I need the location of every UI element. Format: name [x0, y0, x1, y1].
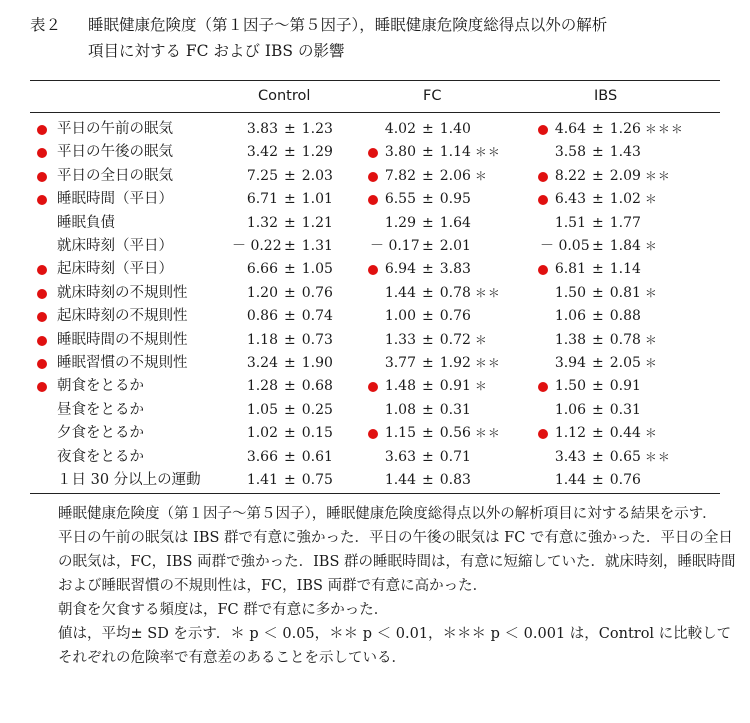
header-ibs: IBS: [594, 88, 618, 104]
sd-value: 2.05: [609, 355, 641, 371]
red-marker-dot: [37, 336, 47, 346]
sd-value: 0.75: [301, 472, 333, 488]
sd-value: 0.78: [439, 284, 471, 301]
control-value: [232, 329, 333, 352]
plus-minus-sign: ±: [592, 167, 604, 184]
sd-value: 0.15: [301, 425, 333, 442]
plus-minus-sign: ±: [592, 191, 604, 208]
fc-value: [370, 212, 471, 235]
fc-value: [370, 422, 501, 445]
sd-value: 0.78: [609, 331, 641, 348]
row-label: 夕食をとるか: [57, 425, 144, 442]
table-row: [0, 446, 750, 469]
row-label: 睡眠時間の不規則性: [57, 331, 188, 348]
plus-minus-sign: ±: [592, 284, 604, 301]
sd-value: 1.77: [609, 214, 641, 231]
header-control: Control: [258, 88, 311, 104]
mean-value: 7.82: [384, 167, 416, 184]
mean-value: 4.02: [384, 121, 416, 137]
plus-minus-sign: ±: [592, 448, 604, 465]
row-label: 平日の午後の眠気: [57, 144, 173, 161]
significance-marker: ＊: [644, 332, 658, 347]
mean-value: 1.50: [554, 284, 586, 301]
sd-value: 1.23: [301, 121, 333, 137]
table-notes: [58, 502, 738, 670]
fc-value: [370, 235, 471, 258]
sd-value: 1.84: [609, 238, 641, 254]
control-value: [232, 352, 333, 375]
sd-value: 1.21: [301, 214, 333, 231]
mean-value: － 0.22: [232, 238, 282, 254]
sd-value: 0.44: [609, 425, 641, 442]
plus-minus-sign: ±: [284, 308, 296, 325]
plus-minus-sign: ±: [422, 167, 434, 184]
sd-value: 0.91: [439, 378, 471, 395]
table-top-rule: [30, 80, 720, 81]
sd-value: 0.83: [439, 472, 471, 488]
fc-value: [370, 282, 501, 305]
sd-value: 1.14: [439, 144, 471, 161]
mean-value: 8.22: [554, 167, 586, 184]
plus-minus-sign: ±: [422, 191, 434, 208]
sd-value: 1.90: [301, 355, 333, 371]
mean-value: 1.51: [554, 214, 586, 231]
significance-marker: ＊: [474, 168, 488, 183]
significance-marker: ＊＊＊: [644, 122, 684, 136]
table-caption: [30, 12, 730, 64]
table-row: [0, 235, 750, 258]
red-marker-dot: [37, 382, 47, 392]
note-1: 睡眠健康危険度（第１因子～第５因子），睡眠健康危険度総得点以外の解析項目に対する結果を示す．: [58, 506, 717, 522]
plus-minus-sign: ±: [592, 331, 604, 348]
plus-minus-sign: ±: [422, 214, 434, 231]
control-value: [232, 469, 333, 492]
ibs-value: [540, 329, 658, 352]
table-row: [0, 118, 750, 141]
row-label: 夜食をとるか: [57, 448, 144, 465]
mean-value: － 0.05: [540, 238, 590, 254]
ibs-value: [540, 118, 684, 141]
plus-minus-sign: ±: [422, 121, 434, 137]
control-value: [232, 305, 333, 328]
red-marker-dot: [37, 125, 47, 135]
mean-value: 6.66: [246, 261, 278, 278]
table-title-line1: 睡眠健康危険度（第１因子～第５因子），睡眠健康危険度総得点以外の解析: [88, 16, 608, 34]
red-marker-dot: [37, 265, 47, 275]
row-label: 平日の午前の眠気: [57, 121, 173, 137]
sd-value: 0.95: [439, 191, 471, 208]
plus-minus-sign: ±: [422, 425, 434, 442]
red-marker-dot: [37, 195, 47, 205]
table-row: [0, 258, 750, 281]
ibs-value: [540, 165, 671, 188]
ibs-value: [540, 212, 641, 235]
red-marker-dot: [37, 148, 47, 158]
row-label: １日 30 分以上の運動: [57, 472, 201, 488]
ibs-value: [540, 446, 671, 469]
ibs-value: [540, 352, 658, 375]
sd-value: 0.72: [439, 331, 471, 348]
control-value: [232, 422, 333, 445]
sd-value: 2.06: [439, 167, 471, 184]
plus-minus-sign: ±: [284, 144, 296, 161]
plus-minus-sign: ±: [592, 425, 604, 442]
plus-minus-sign: ±: [592, 401, 604, 418]
red-marker-dot: [37, 359, 47, 369]
ibs-value: [540, 375, 641, 398]
sd-value: 0.81: [609, 284, 641, 301]
ibs-value: [540, 141, 641, 164]
plus-minus-sign: ±: [592, 214, 604, 231]
sd-value: 0.56: [439, 425, 471, 442]
mean-value: 3.42: [246, 144, 278, 161]
sd-value: 1.43: [609, 144, 641, 161]
plus-minus-sign: ±: [284, 214, 296, 231]
plus-minus-sign: ±: [284, 401, 296, 418]
plus-minus-sign: ±: [422, 448, 434, 465]
plus-minus-sign: ±: [284, 425, 296, 442]
mean-value: 1.50: [554, 378, 586, 395]
plus-minus-sign: ±: [284, 448, 296, 465]
ibs-value: [540, 469, 641, 492]
ibs-value: [540, 422, 658, 445]
row-label: 就床時刻（平日）: [57, 238, 173, 254]
table-row: [0, 375, 750, 398]
sd-value: 3.83: [439, 261, 471, 278]
sd-value: 1.05: [301, 261, 333, 278]
plus-minus-sign: ±: [592, 308, 604, 325]
plus-minus-sign: ±: [422, 401, 434, 418]
mean-value: 4.64: [554, 121, 586, 137]
row-label: 睡眠負債: [57, 214, 115, 231]
sd-value: 1.26: [609, 121, 641, 137]
mean-value: 3.24: [246, 355, 278, 371]
table-row: [0, 165, 750, 188]
mean-value: 6.94: [384, 261, 416, 278]
significance-marker: ＊＊: [474, 426, 501, 441]
mean-value: 1.44: [554, 472, 586, 488]
red-marker-dot: [37, 289, 47, 299]
control-value: [232, 258, 333, 281]
sd-value: 0.71: [439, 448, 471, 465]
plus-minus-sign: ±: [422, 355, 434, 371]
mean-value: 1.29: [384, 214, 416, 231]
mean-value: 1.06: [554, 308, 586, 325]
row-label: 朝食をとるか: [57, 378, 144, 395]
significance-marker: ＊: [474, 379, 488, 394]
table-row: [0, 141, 750, 164]
plus-minus-sign: ±: [592, 144, 604, 161]
mean-value: 1.41: [246, 472, 278, 488]
fc-value: [370, 469, 471, 492]
significance-marker: ＊＊: [644, 449, 671, 464]
mean-value: 1.20: [246, 284, 278, 301]
table-row: [0, 212, 750, 235]
mean-value: 7.25: [246, 167, 278, 184]
sd-value: 0.73: [301, 331, 333, 348]
significance-marker: ＊＊: [474, 356, 501, 370]
control-value: [232, 212, 333, 235]
mean-value: 6.81: [554, 261, 586, 278]
plus-minus-sign: ±: [284, 355, 296, 371]
table-bottom-rule: [30, 493, 720, 494]
mean-value: 1.48: [384, 378, 416, 395]
sd-value: 1.02: [609, 191, 641, 208]
mean-value: 1.44: [384, 472, 416, 488]
row-label: 就床時刻の不規則性: [57, 284, 188, 301]
sd-value: 0.91: [609, 378, 641, 395]
mean-value: 3.94: [554, 355, 586, 371]
fc-value: [370, 188, 471, 211]
control-value: [232, 118, 333, 141]
fc-value: [370, 165, 488, 188]
note-4: 値は，平均± SD を示す．＊ p ＜ 0.05，＊＊ p ＜ 0.01，＊＊＊ p ＜ 0.001 は，Control に比較してそれぞれの危険率で有意差のあることを示している．: [58, 626, 732, 666]
plus-minus-sign: ±: [284, 238, 296, 254]
table-row: [0, 188, 750, 211]
sd-value: 2.09: [609, 167, 641, 184]
plus-minus-sign: ±: [422, 261, 434, 278]
significance-marker: ＊: [644, 239, 658, 253]
plus-minus-sign: ±: [284, 167, 296, 184]
control-value: [232, 446, 333, 469]
fc-value: [370, 258, 471, 281]
mean-value: 1.32: [246, 214, 278, 231]
mean-value: 1.33: [384, 331, 416, 348]
row-label: 起床時刻の不規則性: [57, 308, 188, 325]
sd-value: 0.31: [439, 401, 471, 418]
fc-value: [370, 446, 471, 469]
plus-minus-sign: ±: [422, 308, 434, 325]
control-value: [232, 165, 333, 188]
sd-value: 0.88: [609, 308, 641, 325]
sd-value: 0.25: [301, 401, 333, 418]
sd-value: 1.29: [301, 144, 333, 161]
significance-marker: ＊＊: [644, 168, 671, 183]
row-label: 昼食をとるか: [57, 401, 144, 418]
mean-value: 1.44: [384, 284, 416, 301]
fc-value: [370, 329, 488, 352]
ibs-value: [540, 399, 641, 422]
mean-value: 1.08: [384, 401, 416, 418]
mean-value: 6.71: [246, 191, 278, 208]
mean-value: 1.05: [246, 401, 278, 418]
significance-marker: ＊: [644, 192, 658, 207]
fc-value: [370, 141, 501, 164]
ibs-value: [540, 282, 658, 305]
mean-value: 3.80: [384, 144, 416, 161]
control-value: [232, 141, 333, 164]
row-label: 平日の全日の眠気: [57, 167, 173, 184]
table-title-line2: 項目に対する FC および IBS の影響: [88, 42, 345, 60]
table-row: [0, 399, 750, 422]
sd-value: 1.14: [609, 261, 641, 278]
ibs-value: [540, 235, 658, 258]
table-number: 表２: [30, 16, 62, 34]
plus-minus-sign: ±: [422, 378, 434, 395]
note-3: 朝食を欠食する頻度は，FC 群で有意に多かった．: [58, 602, 389, 618]
plus-minus-sign: ±: [592, 238, 604, 254]
sd-value: 0.68: [301, 378, 333, 395]
sd-value: 0.76: [439, 308, 471, 325]
fc-value: [370, 305, 471, 328]
mean-value: 1.38: [554, 331, 586, 348]
sd-value: 1.01: [301, 191, 333, 208]
significance-marker: ＊＊: [474, 145, 501, 160]
mean-value: 3.66: [246, 448, 278, 465]
red-marker-dot: [37, 172, 47, 182]
plus-minus-sign: ±: [284, 378, 296, 395]
mean-value: 6.55: [384, 191, 416, 208]
control-value: [232, 235, 333, 258]
fc-value: [370, 352, 501, 375]
plus-minus-sign: ±: [284, 472, 296, 488]
mean-value: 1.18: [246, 331, 278, 348]
header-fc: FC: [423, 88, 442, 104]
mean-value: 1.12: [554, 425, 586, 442]
plus-minus-sign: ±: [592, 121, 604, 137]
fc-value: [370, 375, 488, 398]
significance-marker: ＊: [644, 356, 658, 370]
red-marker-dot: [37, 312, 47, 322]
mean-value: 1.06: [554, 401, 586, 418]
table-row: [0, 422, 750, 445]
mean-value: 1.15: [384, 425, 416, 442]
mean-value: 3.83: [246, 121, 278, 137]
ibs-value: [540, 188, 658, 211]
table-row: [0, 329, 750, 352]
significance-marker: ＊: [644, 285, 658, 300]
sd-value: 0.65: [609, 448, 641, 465]
control-value: [232, 188, 333, 211]
sd-value: 1.40: [439, 121, 471, 137]
sd-value: 0.76: [609, 472, 641, 488]
sd-value: 2.01: [439, 238, 471, 254]
fc-value: [370, 399, 471, 422]
sd-value: 0.31: [609, 401, 641, 418]
mean-value: 6.43: [554, 191, 586, 208]
table-row: [0, 352, 750, 375]
sd-value: 0.76: [301, 284, 333, 301]
ibs-value: [540, 305, 641, 328]
plus-minus-sign: ±: [284, 284, 296, 301]
mean-value: 3.43: [554, 448, 586, 465]
plus-minus-sign: ±: [422, 238, 434, 254]
sd-value: 0.74: [301, 308, 333, 325]
mean-value: 1.00: [384, 308, 416, 325]
plus-minus-sign: ±: [592, 261, 604, 278]
plus-minus-sign: ±: [284, 191, 296, 208]
sd-value: 2.03: [301, 167, 333, 184]
plus-minus-sign: ±: [422, 472, 434, 488]
fc-value: [370, 118, 471, 141]
header-rule: [30, 112, 720, 113]
plus-minus-sign: ±: [422, 331, 434, 348]
ibs-value: [540, 258, 641, 281]
mean-value: 3.63: [384, 448, 416, 465]
sd-value: 1.64: [439, 214, 471, 231]
control-value: [232, 375, 333, 398]
significance-marker: ＊: [644, 426, 658, 441]
row-label: 睡眠時間（平日）: [57, 191, 173, 208]
mean-value: 1.02: [246, 425, 278, 442]
plus-minus-sign: ±: [284, 331, 296, 348]
control-value: [232, 282, 333, 305]
row-label: 起床時刻（平日）: [57, 261, 173, 278]
plus-minus-sign: ±: [284, 261, 296, 278]
mean-value: 0.86: [246, 308, 278, 325]
table-row: [0, 305, 750, 328]
note-2: 平日の午前の眠気は IBS 群で有意に強かった．平日の午後の眠気は FC で有意に強かった．平日の全日の眠気は，FC，IBS 両群で強かった．IBS 群の睡眠時間は，有意に短縮していた．就床時刻，睡眠時間および睡眠習慣の不規則性は，FC，IBS 両群で有意に高かった．: [58, 530, 736, 594]
mean-value: 3.77: [384, 355, 416, 371]
plus-minus-sign: ±: [284, 121, 296, 137]
table-row: [0, 469, 750, 492]
sd-value: 1.31: [301, 238, 333, 254]
row-label: 睡眠習慣の不規則性: [57, 355, 188, 371]
control-value: [232, 399, 333, 422]
mean-value: － 0.17: [370, 238, 420, 254]
plus-minus-sign: ±: [592, 355, 604, 371]
plus-minus-sign: ±: [592, 378, 604, 395]
significance-marker: ＊＊: [474, 285, 501, 300]
plus-minus-sign: ±: [592, 472, 604, 488]
sd-value: 1.92: [439, 355, 471, 371]
significance-marker: ＊: [474, 332, 488, 347]
sd-value: 0.61: [301, 448, 333, 465]
plus-minus-sign: ±: [422, 144, 434, 161]
table-row: [0, 282, 750, 305]
plus-minus-sign: ±: [422, 284, 434, 301]
mean-value: 1.28: [246, 378, 278, 395]
mean-value: 3.58: [554, 144, 586, 161]
